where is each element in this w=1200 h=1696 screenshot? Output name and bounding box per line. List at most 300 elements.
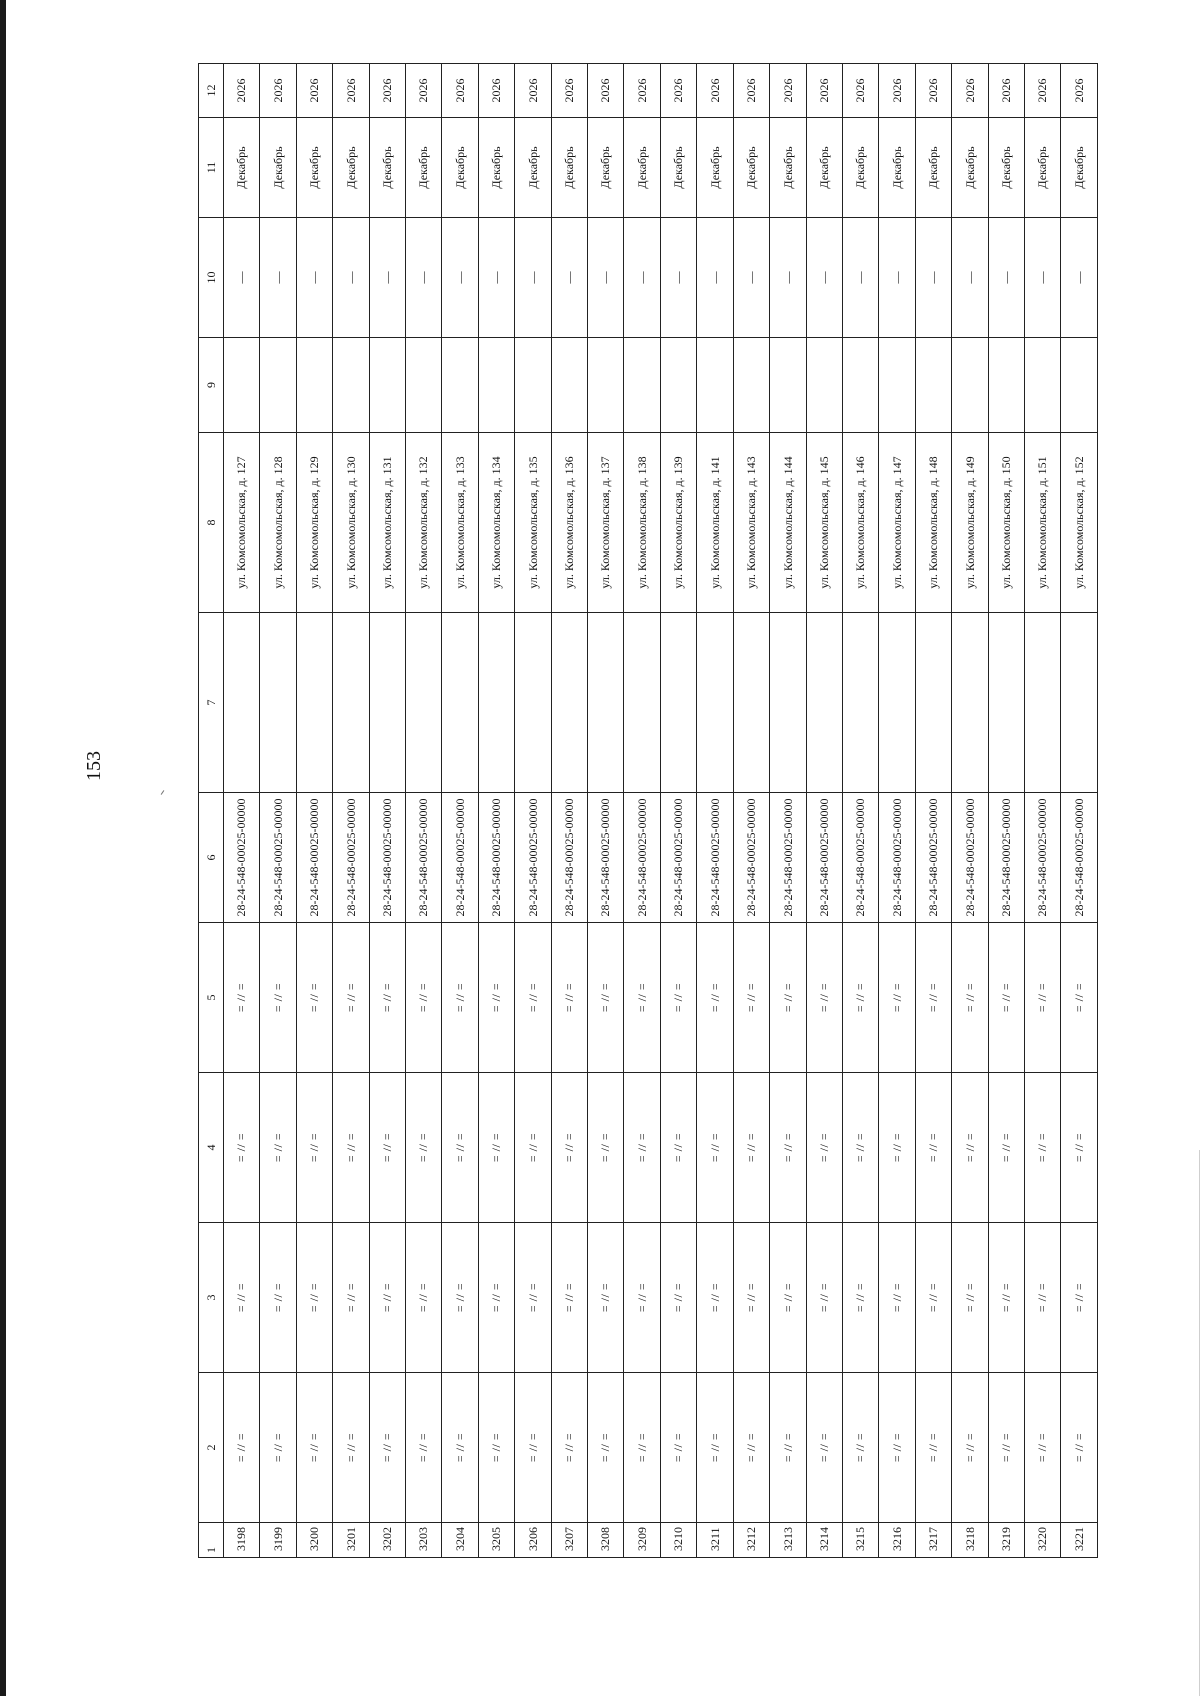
cell-col-3: = // = [1024, 1223, 1060, 1373]
table-row [333, 64, 369, 1558]
cell-year: 2026 [224, 64, 260, 118]
cell-cadastral-code: 28-24-548-00025-00000 [515, 793, 551, 923]
cell-col-7 [369, 613, 405, 793]
cell-col-2: = // = [879, 1373, 915, 1523]
cell-col-7 [260, 613, 296, 793]
cell-year: 2026 [442, 64, 478, 118]
header-cell-col-5: 5 [199, 923, 224, 1073]
cell-col-7 [770, 613, 806, 793]
header-cell-col-6: 6 [199, 793, 224, 923]
cell-address: ул. Комсомольская, д. 132 [406, 433, 442, 613]
cell-cadastral-code: 28-24-548-00025-00000 [879, 793, 915, 923]
cell-month: Декабрь [1061, 118, 1098, 218]
cell-col-4: = // = [952, 1073, 988, 1223]
cell-col-7 [588, 613, 624, 793]
cell-row-number: 3211 [697, 1523, 733, 1558]
table-row [879, 64, 915, 1558]
cell-row-number: 3205 [478, 1523, 514, 1558]
cell-col-9 [879, 338, 915, 433]
cell-col-5: = // = [333, 923, 369, 1073]
cell-col-5: = // = [952, 923, 988, 1073]
cell-col-7 [806, 613, 842, 793]
cell-row-number: 3209 [624, 1523, 660, 1558]
cell-year: 2026 [296, 64, 332, 118]
table-row [660, 64, 696, 1558]
cell-col-2: = // = [806, 1373, 842, 1523]
cell-col-5: = // = [369, 923, 405, 1073]
cell-row-number: 3198 [224, 1523, 260, 1558]
cell-month: Декабрь [915, 118, 951, 218]
cell-year: 2026 [733, 64, 769, 118]
cell-cadastral-code: 28-24-548-00025-00000 [770, 793, 806, 923]
cell-address: ул. Комсомольская, д. 148 [915, 433, 951, 613]
cell-col-3: = // = [806, 1223, 842, 1373]
cell-col-2: = // = [406, 1373, 442, 1523]
cell-col-7 [988, 613, 1024, 793]
table-row [478, 64, 514, 1558]
cell-col-3: = // = [478, 1223, 514, 1373]
cell-month: Декабрь [842, 118, 878, 218]
cell-month: Декабрь [697, 118, 733, 218]
cell-col-10: — [333, 218, 369, 338]
cell-col-4: = // = [333, 1073, 369, 1223]
cell-col-9 [733, 338, 769, 433]
cell-month: Декабрь [369, 118, 405, 218]
cell-col-10: — [660, 218, 696, 338]
cell-year: 2026 [260, 64, 296, 118]
cell-col-7 [915, 613, 951, 793]
cell-col-10: — [369, 218, 405, 338]
cell-address: ул. Комсомольская, д. 145 [806, 433, 842, 613]
cell-col-7 [733, 613, 769, 793]
cell-col-7 [624, 613, 660, 793]
table-row [697, 64, 733, 1558]
cell-month: Декабрь [478, 118, 514, 218]
header-cell-col-4: 4 [199, 1073, 224, 1223]
cell-col-9 [1024, 338, 1060, 433]
cell-row-number: 3213 [770, 1523, 806, 1558]
cell-cadastral-code: 28-24-548-00025-00000 [842, 793, 878, 923]
cell-col-7 [333, 613, 369, 793]
cell-col-10: — [733, 218, 769, 338]
cell-col-9 [988, 338, 1024, 433]
cell-col-7 [1061, 613, 1098, 793]
table-row [588, 64, 624, 1558]
cell-col-4: = // = [660, 1073, 696, 1223]
cell-year: 2026 [588, 64, 624, 118]
cell-year: 2026 [806, 64, 842, 118]
cell-cadastral-code: 28-24-548-00025-00000 [697, 793, 733, 923]
cell-col-3: = // = [879, 1223, 915, 1373]
cell-col-5: = // = [733, 923, 769, 1073]
cell-col-9 [224, 338, 260, 433]
cell-row-number: 3200 [296, 1523, 332, 1558]
cell-col-10: — [224, 218, 260, 338]
cell-cadastral-code: 28-24-548-00025-00000 [624, 793, 660, 923]
cell-col-3: = // = [369, 1223, 405, 1373]
cell-col-9 [515, 338, 551, 433]
cell-address: ул. Комсомольская, д. 151 [1024, 433, 1060, 613]
cell-col-2: = // = [842, 1373, 878, 1523]
cell-col-9 [478, 338, 514, 433]
cell-col-3: = // = [333, 1223, 369, 1373]
cell-address: ул. Комсомольская, д. 137 [588, 433, 624, 613]
cell-col-2: = // = [333, 1373, 369, 1523]
cell-col-9 [806, 338, 842, 433]
cell-month: Декабрь [952, 118, 988, 218]
cell-col-9 [333, 338, 369, 433]
cell-col-2: = // = [624, 1373, 660, 1523]
table-row [551, 64, 587, 1558]
cell-address: ул. Комсомольская, д. 129 [296, 433, 332, 613]
cell-col-3: = // = [733, 1223, 769, 1373]
cell-col-9 [588, 338, 624, 433]
cell-col-10: — [260, 218, 296, 338]
cell-year: 2026 [660, 64, 696, 118]
cell-col-4: = // = [770, 1073, 806, 1223]
cell-col-2: = // = [551, 1373, 587, 1523]
cell-col-5: = // = [260, 923, 296, 1073]
cell-month: Декабрь [770, 118, 806, 218]
cell-col-3: = // = [224, 1223, 260, 1373]
cell-cadastral-code: 28-24-548-00025-00000 [406, 793, 442, 923]
cell-cadastral-code: 28-24-548-00025-00000 [915, 793, 951, 923]
cell-year: 2026 [988, 64, 1024, 118]
header-row [199, 64, 224, 1558]
cell-col-10: — [1024, 218, 1060, 338]
cell-col-7 [1024, 613, 1060, 793]
cell-address: ул. Комсомольская, д. 135 [515, 433, 551, 613]
cell-col-2: = // = [952, 1373, 988, 1523]
cell-address: ул. Комсомольская, д. 134 [478, 433, 514, 613]
cell-cadastral-code: 28-24-548-00025-00000 [1024, 793, 1060, 923]
cell-col-3: = // = [624, 1223, 660, 1373]
table-row [224, 64, 260, 1558]
cell-month: Декабрь [806, 118, 842, 218]
binding-edge [0, 0, 6, 1696]
register-table [198, 63, 1098, 1558]
cell-month: Декабрь [1024, 118, 1060, 218]
cell-col-10: — [442, 218, 478, 338]
cell-year: 2026 [770, 64, 806, 118]
cell-cadastral-code: 28-24-548-00025-00000 [588, 793, 624, 923]
cell-col-5: = // = [806, 923, 842, 1073]
cell-col-3: = // = [770, 1223, 806, 1373]
cell-col-9 [697, 338, 733, 433]
cell-col-3: = // = [406, 1223, 442, 1373]
cell-col-2: = // = [660, 1373, 696, 1523]
cell-address: ул. Комсомольская, д. 141 [697, 433, 733, 613]
cell-year: 2026 [515, 64, 551, 118]
cell-row-number: 3219 [988, 1523, 1024, 1558]
cell-col-4: = // = [624, 1073, 660, 1223]
cell-address: ул. Комсомольская, д. 146 [842, 433, 878, 613]
cell-col-5: = // = [915, 923, 951, 1073]
cell-col-10: — [406, 218, 442, 338]
cell-col-7 [296, 613, 332, 793]
cell-month: Декабрь [406, 118, 442, 218]
cell-col-10: — [588, 218, 624, 338]
cell-month: Декабрь [879, 118, 915, 218]
table-row [770, 64, 806, 1558]
cell-address: ул. Комсомольская, д. 147 [879, 433, 915, 613]
cell-col-3: = // = [551, 1223, 587, 1373]
cell-col-9 [442, 338, 478, 433]
cell-col-5: = // = [1061, 923, 1098, 1073]
cell-address: ул. Комсомольская, д. 149 [952, 433, 988, 613]
cell-col-4: = // = [879, 1073, 915, 1223]
cell-address: ул. Комсомольская, д. 128 [260, 433, 296, 613]
cell-cadastral-code: 28-24-548-00025-00000 [660, 793, 696, 923]
cell-col-7 [952, 613, 988, 793]
cell-col-9 [952, 338, 988, 433]
cell-row-number: 3203 [406, 1523, 442, 1558]
cell-year: 2026 [551, 64, 587, 118]
header-cell-col-1: 1 [199, 1523, 224, 1558]
cell-col-4: = // = [296, 1073, 332, 1223]
cell-col-9 [770, 338, 806, 433]
cell-row-number: 3204 [442, 1523, 478, 1558]
cell-col-3: = // = [296, 1223, 332, 1373]
cell-col-10: — [551, 218, 587, 338]
cell-col-5: = // = [478, 923, 514, 1073]
cell-col-4: = // = [260, 1073, 296, 1223]
cell-month: Декабрь [260, 118, 296, 218]
cell-col-7 [660, 613, 696, 793]
cell-month: Декабрь [660, 118, 696, 218]
cell-row-number: 3221 [1061, 1523, 1098, 1558]
cell-col-5: = // = [515, 923, 551, 1073]
cell-row-number: 3217 [915, 1523, 951, 1558]
cell-col-4: = // = [806, 1073, 842, 1223]
header-cell-col-7: 7 [199, 613, 224, 793]
cell-col-2: = // = [915, 1373, 951, 1523]
cell-col-4: = // = [224, 1073, 260, 1223]
cell-col-9 [660, 338, 696, 433]
cell-row-number: 3216 [879, 1523, 915, 1558]
cell-month: Декабрь [733, 118, 769, 218]
cell-col-3: = // = [442, 1223, 478, 1373]
cell-col-5: = // = [1024, 923, 1060, 1073]
cell-address: ул. Комсомольская, д. 152 [1061, 433, 1098, 613]
cell-row-number: 3215 [842, 1523, 878, 1558]
cell-month: Декабрь [333, 118, 369, 218]
cell-row-number: 3210 [660, 1523, 696, 1558]
table-row [1061, 64, 1098, 1558]
cell-col-4: = // = [1061, 1073, 1098, 1223]
cell-col-10: — [697, 218, 733, 338]
cell-col-3: = // = [588, 1223, 624, 1373]
header-cell-col-9: 9 [199, 338, 224, 433]
cell-row-number: 3220 [1024, 1523, 1060, 1558]
table-row [260, 64, 296, 1558]
cell-col-3: = // = [260, 1223, 296, 1373]
cell-col-3: = // = [915, 1223, 951, 1373]
table-row [988, 64, 1024, 1558]
cell-col-2: = // = [296, 1373, 332, 1523]
cell-address: ул. Комсомольская, д. 139 [660, 433, 696, 613]
cell-col-7 [842, 613, 878, 793]
cell-address: ул. Комсомольская, д. 130 [333, 433, 369, 613]
cell-col-10: — [988, 218, 1024, 338]
cell-address: ул. Комсомольская, д. 150 [988, 433, 1024, 613]
header-cell-col-10: 10 [199, 218, 224, 338]
cell-month: Декабрь [442, 118, 478, 218]
cell-address: ул. Комсомольская, д. 136 [551, 433, 587, 613]
cell-col-9 [624, 338, 660, 433]
cell-cadastral-code: 28-24-548-00025-00000 [442, 793, 478, 923]
cell-col-2: = // = [1024, 1373, 1060, 1523]
cell-month: Декабрь [624, 118, 660, 218]
rotated-table-container [198, 64, 1098, 1558]
cell-col-7 [697, 613, 733, 793]
cell-col-7 [879, 613, 915, 793]
cell-col-2: = // = [1061, 1373, 1098, 1523]
cell-col-2: = // = [224, 1373, 260, 1523]
cell-col-7 [551, 613, 587, 793]
cell-col-10: — [915, 218, 951, 338]
cell-cadastral-code: 28-24-548-00025-00000 [988, 793, 1024, 923]
cell-col-9 [260, 338, 296, 433]
cell-month: Декабрь [296, 118, 332, 218]
cell-address: ул. Комсомольская, д. 144 [770, 433, 806, 613]
cell-row-number: 3202 [369, 1523, 405, 1558]
stray-mark [161, 790, 165, 795]
cell-col-10: — [879, 218, 915, 338]
table-row [733, 64, 769, 1558]
cell-col-4: = // = [442, 1073, 478, 1223]
cell-col-4: = // = [515, 1073, 551, 1223]
cell-col-3: = // = [697, 1223, 733, 1373]
table-body [224, 64, 1098, 1558]
cell-col-3: = // = [515, 1223, 551, 1373]
header-cell-col-3: 3 [199, 1223, 224, 1373]
cell-col-7 [224, 613, 260, 793]
cell-col-5: = // = [879, 923, 915, 1073]
cell-month: Декабрь [515, 118, 551, 218]
cell-year: 2026 [952, 64, 988, 118]
cell-col-9 [1061, 338, 1098, 433]
cell-col-3: = // = [1061, 1223, 1098, 1373]
cell-cadastral-code: 28-24-548-00025-00000 [806, 793, 842, 923]
cell-cadastral-code: 28-24-548-00025-00000 [333, 793, 369, 923]
cell-cadastral-code: 28-24-548-00025-00000 [478, 793, 514, 923]
cell-col-2: = // = [697, 1373, 733, 1523]
cell-col-5: = // = [551, 923, 587, 1073]
cell-year: 2026 [624, 64, 660, 118]
cell-col-4: = // = [842, 1073, 878, 1223]
cell-col-4: = // = [406, 1073, 442, 1223]
cell-cadastral-code: 28-24-548-00025-00000 [296, 793, 332, 923]
cell-col-9 [406, 338, 442, 433]
cell-col-7 [515, 613, 551, 793]
cell-col-5: = // = [988, 923, 1024, 1073]
table-row [369, 64, 405, 1558]
header-cell-col-12: 12 [199, 64, 224, 118]
cell-col-7 [478, 613, 514, 793]
cell-cadastral-code: 28-24-548-00025-00000 [369, 793, 405, 923]
header-cell-col-2: 2 [199, 1373, 224, 1523]
table-row [515, 64, 551, 1558]
cell-address: ул. Комсомольская, д. 143 [733, 433, 769, 613]
cell-col-9 [369, 338, 405, 433]
table-row [624, 64, 660, 1558]
cell-cadastral-code: 28-24-548-00025-00000 [952, 793, 988, 923]
table-row [806, 64, 842, 1558]
cell-month: Декабрь [551, 118, 587, 218]
cell-col-5: = // = [442, 923, 478, 1073]
cell-col-2: = // = [260, 1373, 296, 1523]
cell-cadastral-code: 28-24-548-00025-00000 [733, 793, 769, 923]
cell-col-9 [296, 338, 332, 433]
cell-col-9 [551, 338, 587, 433]
cell-col-10: — [296, 218, 332, 338]
cell-year: 2026 [369, 64, 405, 118]
cell-col-10: — [478, 218, 514, 338]
cell-col-10: — [770, 218, 806, 338]
cell-col-2: = // = [369, 1373, 405, 1523]
cell-col-10: — [624, 218, 660, 338]
cell-col-5: = // = [624, 923, 660, 1073]
cell-col-5: = // = [660, 923, 696, 1073]
cell-col-10: — [1061, 218, 1098, 338]
cell-col-2: = // = [770, 1373, 806, 1523]
cell-col-3: = // = [952, 1223, 988, 1373]
cell-col-4: = // = [733, 1073, 769, 1223]
cell-col-5: = // = [697, 923, 733, 1073]
cell-row-number: 3214 [806, 1523, 842, 1558]
cell-col-3: = // = [660, 1223, 696, 1373]
cell-col-4: = // = [988, 1073, 1024, 1223]
cell-col-4: = // = [915, 1073, 951, 1223]
cell-row-number: 3218 [952, 1523, 988, 1558]
cell-address: ул. Комсомольская, д. 127 [224, 433, 260, 613]
cell-year: 2026 [697, 64, 733, 118]
cell-col-4: = // = [588, 1073, 624, 1223]
cell-col-4: = // = [369, 1073, 405, 1223]
cell-col-5: = // = [224, 923, 260, 1073]
cell-address: ул. Комсомольская, д. 138 [624, 433, 660, 613]
cell-col-10: — [952, 218, 988, 338]
cell-year: 2026 [1061, 64, 1098, 118]
cell-year: 2026 [915, 64, 951, 118]
cell-col-3: = // = [988, 1223, 1024, 1373]
cell-col-4: = // = [697, 1073, 733, 1223]
cell-year: 2026 [406, 64, 442, 118]
cell-col-2: = // = [478, 1373, 514, 1523]
cell-year: 2026 [879, 64, 915, 118]
cell-col-10: — [515, 218, 551, 338]
cell-month: Декабрь [224, 118, 260, 218]
cell-row-number: 3201 [333, 1523, 369, 1558]
table-header [199, 64, 224, 1558]
cell-row-number: 3206 [515, 1523, 551, 1558]
cell-col-2: = // = [733, 1373, 769, 1523]
cell-col-9 [842, 338, 878, 433]
cell-col-10: — [842, 218, 878, 338]
cell-month: Декабрь [588, 118, 624, 218]
cell-col-9 [915, 338, 951, 433]
cell-row-number: 3212 [733, 1523, 769, 1558]
table-row [296, 64, 332, 1558]
cell-year: 2026 [842, 64, 878, 118]
cell-cadastral-code: 28-24-548-00025-00000 [224, 793, 260, 923]
cell-row-number: 3199 [260, 1523, 296, 1558]
table-row [1024, 64, 1060, 1558]
cell-col-7 [442, 613, 478, 793]
cell-address: ул. Комсомольская, д. 133 [442, 433, 478, 613]
cell-col-2: = // = [588, 1373, 624, 1523]
